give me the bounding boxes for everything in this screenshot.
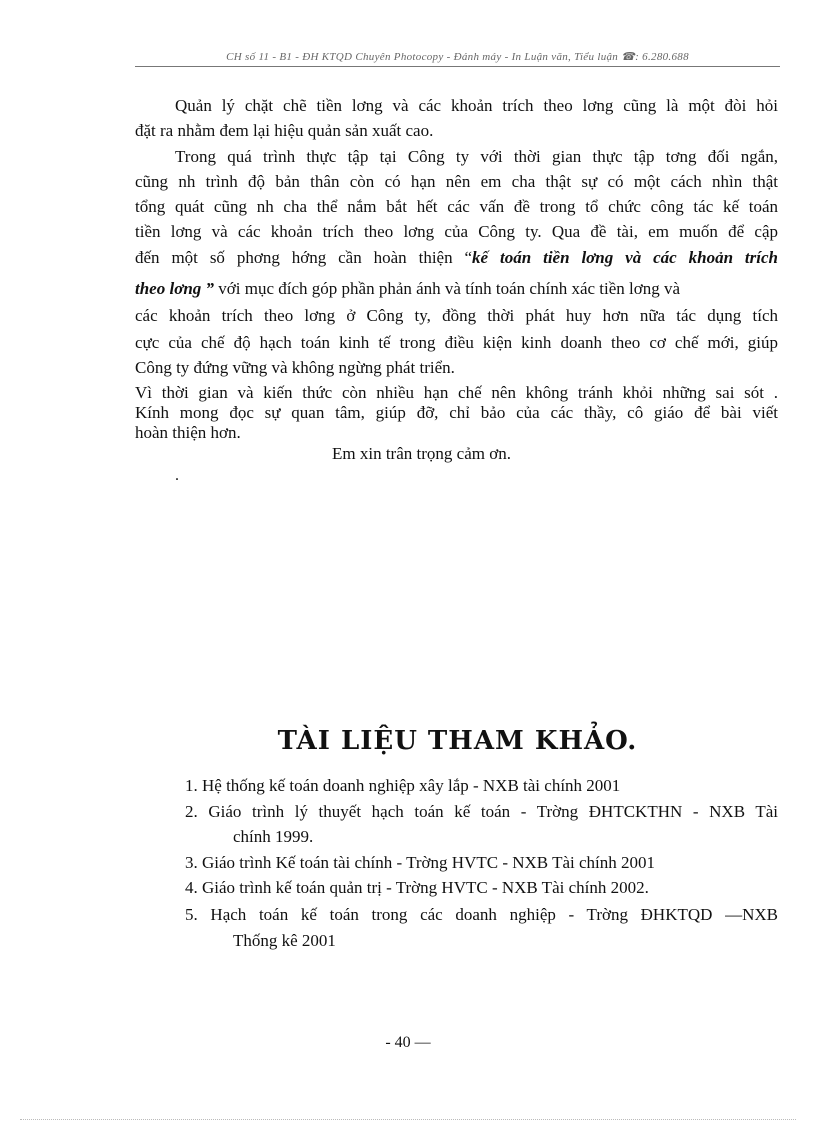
emphasis-text: theo lơng ”	[135, 279, 215, 298]
paragraph-line: các khoản trích theo lơng ở Công ty, đồng thời phát huy hơn nữa tác dụng tích	[135, 306, 778, 325]
text-run: đến một số phơng hớng cần hoàn thiện “	[135, 248, 473, 267]
header-rule	[135, 66, 780, 67]
paragraph-line: Công ty đứng vững và không ngừng phát triển.	[135, 358, 455, 377]
paragraph-line: tiền lơng và các khoản trích theo lơng của Công ty. Qua đề tài, em muốn để cập	[135, 222, 778, 241]
paragraph-line: hoàn thiện hơn.	[135, 423, 241, 442]
paragraph-line: cực của chế độ hạch toán kinh tế trong điều kiện kinh doanh theo cơ chế mới, giúp	[135, 333, 778, 352]
reference-item-continuation: Thống kê 2001	[233, 931, 336, 950]
emphasis-text: kế toán tiền lơng và các khoản trích	[472, 248, 778, 267]
reference-item: 1. Hệ thống kế toán doanh nghiệp xây lắp - NXB tài chính 2001	[185, 776, 621, 795]
paragraph-line: Kính mong đọc sự quan tâm, giúp đỡ, chỉ bảo của các thầy, cô giáo để bài viết	[135, 403, 778, 422]
page-header: CH số 11 - B1 - ĐH KTQD Chuyên Photocopy - Đánh máy - In Luận văn, Tiểu luận ☎: 6.280.688	[226, 51, 689, 63]
reference-item: 4. Giáo trình kế toán quản trị - Trờng HVTC - NXB Tài chính 2002.	[185, 878, 649, 897]
paragraph-line	[135, 248, 778, 268]
paragraph-line: Vì thời gian và kiến thức còn nhiều hạn chế nên không tránh khỏi những sai sót .	[135, 383, 778, 402]
stray-dot: .	[175, 467, 179, 484]
page-number: - 40 —	[385, 1034, 431, 1051]
closing-thanks: Em xin trân trọng cảm ơn.	[332, 444, 511, 463]
reference-item-continuation: chính 1999.	[233, 827, 314, 846]
paragraph-line: cũng nh trình độ bản thân còn có hạn nên em cha thật sự có một cách nhìn thật	[135, 172, 778, 191]
paragraph-line: tổng quát cũng nh cha thể nắm bắt hết các vấn đề trong tổ chức công tác kế toán	[135, 197, 778, 216]
paragraph-line	[135, 279, 778, 299]
paragraph-line: Trong quá trình thực tập tại Công ty với thời gian thực tập tơng đối ngắn,	[175, 147, 778, 166]
reference-item: 2. Giáo trình lý thuyết hạch toán kế toán - Trờng ĐHTCKTHN - NXB Tài	[185, 802, 778, 821]
page-bottom-edge	[20, 1119, 796, 1120]
reference-item: 3. Giáo trình Kế toán tài chính - Trờng HVTC - NXB Tài chính 2001	[185, 853, 655, 872]
references-title: TÀI LIỆU THAM KHẢO.	[277, 726, 638, 756]
paragraph-line: đặt ra nhằm đem lại hiệu quản sản xuất cao.	[135, 121, 434, 140]
reference-item: 5. Hạch toán kế toán trong các doanh nghiệp - Trờng ĐHKTQD —NXB	[185, 905, 778, 924]
text-run: với mục đích góp phần phản ánh và tính toán chính xác tiền lơng và	[214, 279, 681, 298]
paragraph-line: Quản lý chặt chẽ tiền lơng và các khoản trích theo lơng cũng là một đòi hỏi	[175, 96, 778, 115]
